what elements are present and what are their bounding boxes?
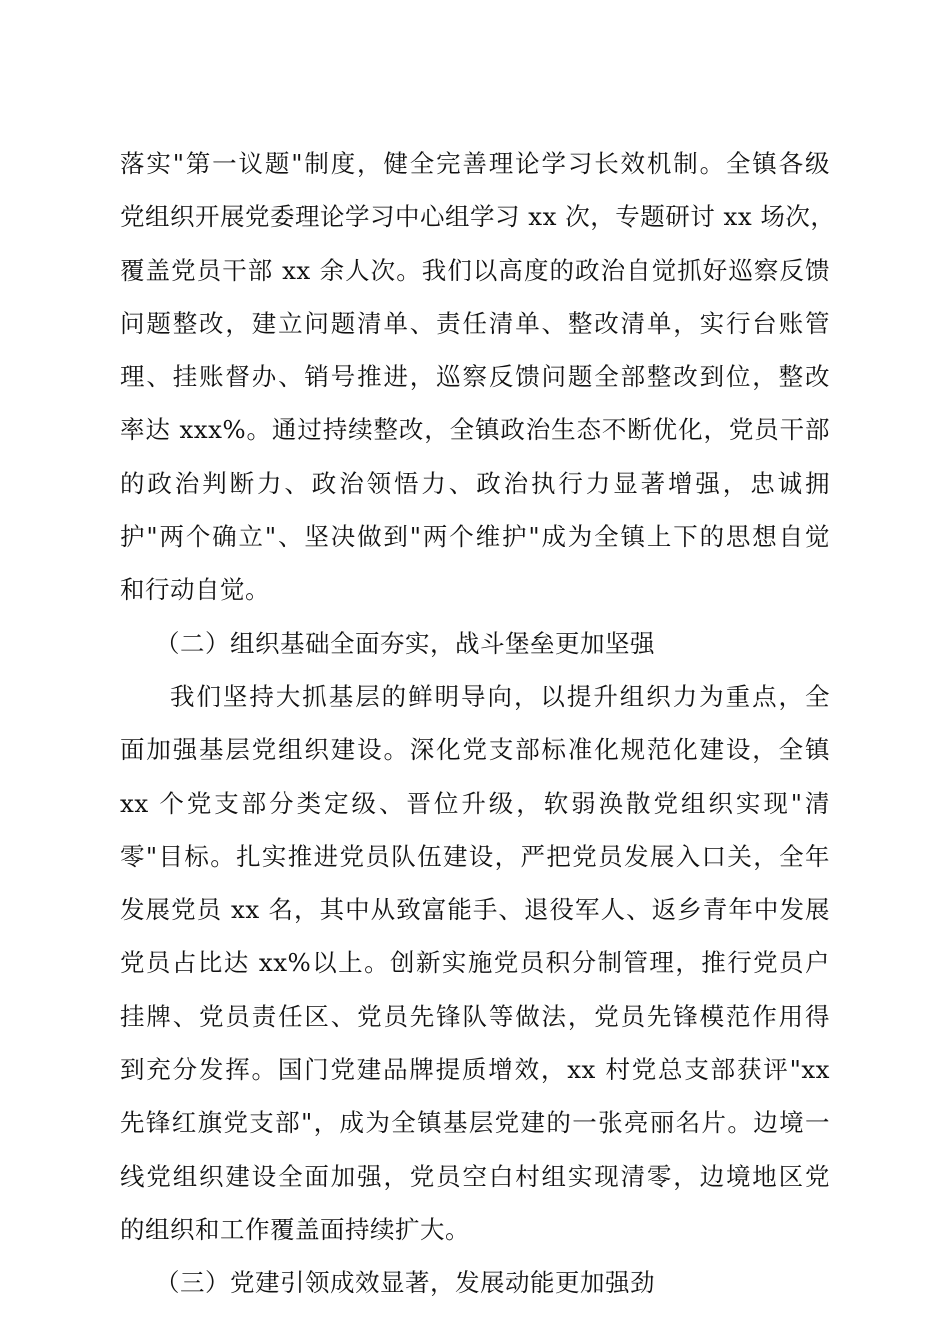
document-page [120, 137, 836, 1310]
paragraph-2-line: 发展党员 xx 名，其中从致富能手、退役军人、返乡青年中发展 [120, 895, 830, 925]
section-heading-2: （二）组织基础全面夯实，战斗堡垒更加坚强 [155, 628, 655, 658]
paragraph-1-line: 覆盖党员干部 xx 余人次。我们以高度的政治自觉抓好巡察反馈 [120, 255, 830, 285]
paragraph-1-line: 党组织开展党委理论学习中心组学习 xx 次，专题研讨 xx 场次， [120, 202, 836, 232]
paragraph-2 [120, 670, 830, 1256]
paragraph-2-line: xx 个党支部分类定级、晋位升级，软弱涣散党组织实现"清 [120, 788, 830, 818]
paragraph-1-line: 率达 xxx%。通过持续整改，全镇政治生态不断优化，党员干部 [120, 415, 830, 445]
paragraph-1 [120, 137, 836, 617]
paragraph-2-line: 面加强基层党组织建设。深化党支部标准化规范化建设，全镇 [120, 735, 830, 765]
paragraph-1-line: 和行动自觉。 [120, 575, 270, 605]
paragraph-2-line: 先锋红旗党支部"，成为全镇基层党建的一张亮丽名片。边境一 [120, 1108, 830, 1138]
paragraph-1-line: 的政治判断力、政治领悟力、政治执行力显著增强，忠诚拥 [120, 468, 830, 498]
paragraph-2-line: 挂牌、党员责任区、党员先锋队等做法，党员先锋模范作用得 [120, 1001, 830, 1031]
paragraph-2-line: 到充分发挥。国门党建品牌提质增效，xx 村党总支部获评"xx [120, 1055, 830, 1085]
section-heading-3: （三）党建引领成效显著，发展动能更加强劲 [155, 1268, 655, 1298]
paragraph-1-line: 问题整改，建立问题清单、责任清单、整改清单，实行台账管 [120, 308, 830, 338]
paragraph-2-line: 的组织和工作覆盖面持续扩大。 [120, 1214, 470, 1244]
paragraph-2-line: 党员占比达 xx%以上。创新实施党员积分制管理，推行党员户 [120, 948, 830, 978]
paragraph-2-line: 线党组织建设全面加强，党员空白村组实现清零，边境地区党 [120, 1161, 830, 1191]
paragraph-1-line: 落实"第一议题"制度，健全完善理论学习长效机制。全镇各级 [120, 149, 830, 178]
paragraph-2-line: 零"目标。扎实推进党员队伍建设，严把党员发展入口关，全年 [120, 841, 830, 871]
paragraph-2-line: 我们坚持大抓基层的鲜明导向，以提升组织力为重点，全 [170, 681, 830, 711]
paragraph-1-line: 护"两个确立"、坚决做到"两个维护"成为全镇上下的思想自觉 [120, 522, 830, 552]
paragraph-1-line: 理、挂账督办、销号推进，巡察反馈问题全部整改到位，整改 [120, 362, 830, 392]
